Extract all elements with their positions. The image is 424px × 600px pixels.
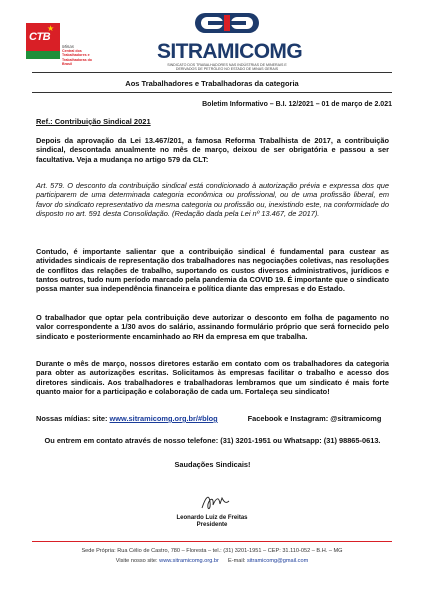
social-media-line [36, 414, 389, 423]
footer-contacts [0, 556, 424, 566]
social-facebook: Facebook e Instagram: @sitramicomg [247, 414, 382, 423]
sitramicomg-logo [157, 12, 303, 71]
header-divider [32, 72, 392, 73]
paragraph-3: Contudo, é importante salientar que a contribuição sindical é fundamental para custear as atividades sindicais de representação dos trabalhadores nas negociações coletivas, nas resoluções de conflitos das relações de trabalho, suportando os custos diversos administrativos, jurídicos e tantos outros, tudo num período marcado pela pandemia da COVID 19. É importante que o sindicato possa manter sua independência financeira e política diante das empresas e do Estado. [36, 247, 389, 294]
signature-block [0, 515, 424, 529]
reference-line: Ref.: Contribuição Sindical 2021 [36, 117, 151, 126]
ctb-logo [26, 23, 96, 78]
paragraph-1: Depois da aprovação da Lei 13.467/201, a famosa Reforma Trabalhista de 2017, a contribuição sindical, descontada anualmente no mês de março, deixou de ser obrigatória e passou a ser facultativa. Veja a mudança no artigo 579 da CLT: [36, 136, 389, 164]
signer-name: Leonardo Luiz de Freitas [176, 515, 248, 521]
footer-site-label: Visite nosso site: [115, 558, 160, 564]
paragraph-2 [36, 181, 389, 218]
ctb-tagline [62, 45, 98, 66]
star-icon: ★ [47, 24, 55, 33]
footer-address: Sede Própria: Rua Célio de Castro, 780 – Floresta – tel.: (31) 3201-1951 – CEP: 31.110-052 – B.H. – MG [81, 548, 343, 554]
social-label: Nossas mídias: site: [36, 414, 110, 423]
article-text: O desconto da contribuição sindical está condicionado à autorização prévia e expressa dos que participarem de uma determinada categoria econômica ou profissional, ou de uma profissão liberal, em favor do sindicato representativo da mesma categoria ou profissão ou, inexistindo este, na conformidade do disposto no art. 591 desta Consolidação. (Redação dada pela Lei nº 13.467, de 2017). [36, 181, 390, 218]
ctb-flag [26, 23, 60, 51]
signature-icon [198, 492, 232, 514]
sitramicomg-emblem-icon [194, 12, 260, 34]
footer-email-link[interactable]: sitramicomg@gmail.com [246, 558, 309, 564]
footer [0, 546, 424, 566]
sitramicomg-name: SITRAMICOMG [157, 40, 303, 63]
bulletin-line: Boletim Informativo – B.I. 12/2021 – 01 de março de 2.021 [202, 101, 392, 108]
footer-email-label: E-mail: [227, 558, 247, 564]
ctb-logo-text: CTB [29, 31, 51, 43]
closing-line: Saudações Sindicais! [174, 460, 251, 469]
ctb-tagline-text: Central dos Trabalhadores e Trabalhadoras do Brasil [62, 49, 92, 66]
page-title: Aos Trabalhadores e Trabalhadoras da categoria [125, 79, 299, 88]
paragraph-4: O trabalhador que optar pela contribuição deve autorizar o desconto em folha de pagamento no valor correspondente a 1/30 avos do salário, assinando formulário próprio que será fornecido pelo sindicato e posteriormente encaminhado ao RH da empresa em que trabalha. [36, 313, 389, 341]
article-label: Art. 579. [36, 181, 65, 190]
footer-site-link[interactable]: www.sitramicomg.org.br [159, 558, 219, 564]
sitramicomg-desc: SINDICATO DOS TRABALHADORES NAS INDÚSTRIAS DE MINERAIS E DERIVADOS DE PETRÓLEO NO ESTADO DE MINAS GERAIS [167, 63, 287, 71]
signer-role: Presidente [196, 522, 228, 528]
ctb-green-band [26, 51, 60, 59]
title-divider [32, 92, 392, 93]
contact-line: Ou entrem em contato através de nosso telefone: (31) 3201-1951 ou Whatsapp: (31) 98865-0613. [44, 436, 381, 445]
footer-divider [32, 541, 392, 542]
site-link[interactable]: www.sitramicomg.org.br/#blog [109, 414, 218, 423]
ctb-script: Minas [62, 44, 75, 49]
paragraph-5: Durante o mês de março, nossos diretores estarão em contato com os trabalhadores da categoria para obter as autorizações escritas. Solicitamos às empresas facilitar o trabalho e acesso dos diretores sindicais. Aos trabalhadores e trabalhadoras lembramos que um sindicato é mais forte quanto maior for a participação e colaboração de cada um. Fortaleça seu sindicato! [36, 359, 389, 396]
